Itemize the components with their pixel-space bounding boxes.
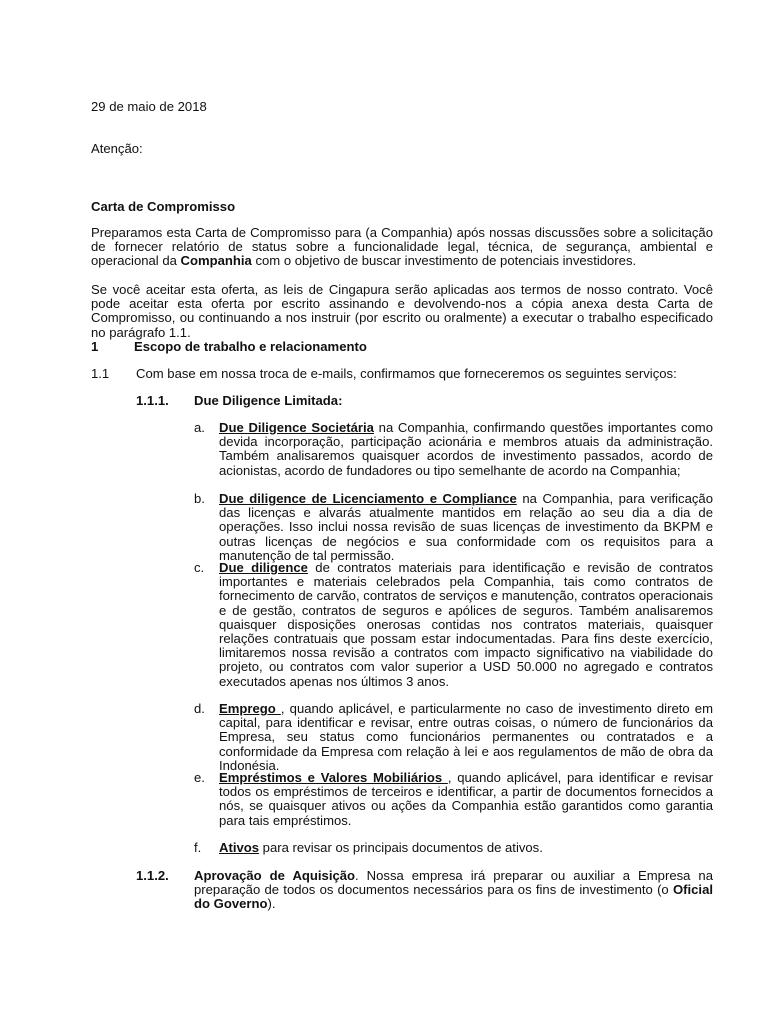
section-1-1-1-number: 1.1.1. [136,393,169,408]
item-e-letter: e. [194,770,205,785]
intro-p1-text-end: com o objetivo de buscar investimento de potenciais investidores. [251,253,637,269]
section-1-1-2-bold-term: Oficial do Governo [194,882,713,912]
item-a-title: Due Diligence Societária [219,420,374,435]
item-f-title: Ativos [219,840,260,855]
item-e-title: Empréstimos e Valores Mobiliários [219,770,448,785]
section-1-number: 1 [91,339,99,354]
item-d [219,702,713,773]
section-1-1-2-text [194,869,713,912]
item-f-letter: f. [194,840,202,855]
item-e [219,771,713,828]
letter-title: Carta de Compromisso [91,199,236,214]
section-1-1-2-body: . Nossa empresa irá preparar ou auxiliar a Empresa na preparação de todos os documentos necessários para os fins de investimento (o [194,868,713,898]
section-1-1-text: Com base em nossa troca de e-mails, confirmamos que forneceremos os seguintes serviços: [136,366,677,381]
section-1-1-number: 1.1 [91,366,110,381]
item-b-letter: b. [194,491,205,506]
item-c-title: Due diligence [219,560,308,575]
intro-paragraph-2: Se você aceitar esta oferta, as leis de Cingapura serão aplicadas aos termos de nosso contrato. Você pode aceitar esta oferta por escrito assinando e devolvendo-nos a cópia anexa desta Carta de Compromisso, ou continuando a nos instruir (por escrito ou oralmente) a executar o trabalho especificado no parágrafo 1.1. [91,282,713,340]
intro-paragraph-1 [91,226,713,269]
item-f [219,841,713,855]
section-1-1-2-number: 1.1.2. [136,868,169,883]
section-1-1-2-end: ). [267,896,276,912]
item-a-text: na Companhia, confirmando questões importantes como devida incorporação, participação acionária e membros atuais da administração. Também analisaremos quaisquer acordos de investimento passados, acordo de acionistas, acordo de fundadores ou tipo semelhante de acordo na Companhia; [219,420,713,478]
item-c [219,561,713,689]
intro-p1-company: Companhia [180,253,252,269]
item-b-text: na Companhia, para verificação das licenças e alvarás atualmente mantidos em relação ao seu dia a dia de operações. Isso inclui nossa revisão de suas licenças de investimento da BKPM e outras licenças de negócios e sua conformidade com os requisitos para a manutenção de tal permissão. [219,491,713,563]
item-d-title: Emprego [219,701,281,716]
section-1-1-1-heading: Due Diligence Limitada: [194,393,343,408]
item-d-letter: d. [194,701,205,716]
item-e-text: , quando aplicável, para identificar e revisar todos os empréstimos de terceiros e identificar, a partir de documentos fornecidos a nós, se quaisquer ativos ou ações da Companhia estão garantidos como garantia para tais empréstimos. [219,770,713,828]
section-1-1-2-title: Aprovação de Aquisição [194,868,356,883]
item-a-letter: a. [194,420,205,435]
item-b-title: Due diligence de Licenciamento e Compliance [219,491,517,506]
item-c-letter: c. [194,560,205,575]
item-f-text: para revisar os principais documentos de ativos. [259,840,543,855]
item-a [219,421,713,478]
item-c-text: de contratos materiais para identificação e revisão de contratos importantes e materiais celebrados pela Companhia, tais como contratos de fornecimento de carvão, contratos de serviços e manutenção, contratos operacionais e de gestão, contratos de seguros e apólices de seguros. Também analisaremos quaisquer disposições onerosas contidas nos contratos materiais, quaisquer relações contratuais que possam estar indocumentadas. Para fins deste exercício, limitaremos nossa revisão a contratos com impacto significativo na viabilidade do projeto, ou contratos com valor superior a USD 50.000 no agregado e contratos executados apenas nos últimos 3 anos. [219,560,713,689]
letter-date: 29 de maio de 2018 [91,99,207,114]
item-d-text: , quando aplicável, e particularmente no caso de investimento direto em capital, para identificar e revisar, entre outras coisas, o número de funcionários da Empresa, seu status como funcionários permanentes ou contratados e a conformidade da Empresa com relação à lei e aos regulamentos de mão de obra da Indonésia. [219,701,713,773]
item-b [219,492,713,563]
section-1-heading: Escopo de trabalho e relacionamento [134,339,367,354]
intro-p1-text: Preparamos esta Carta de Compromisso para (a Companhia) após nossas discussões sobre a solicitação de fornecer relatório de status sobre a funcionalidade legal, técnica, de segurança, ambiental e operacional da [91,225,713,269]
attention-line: Atenção: [91,141,143,156]
